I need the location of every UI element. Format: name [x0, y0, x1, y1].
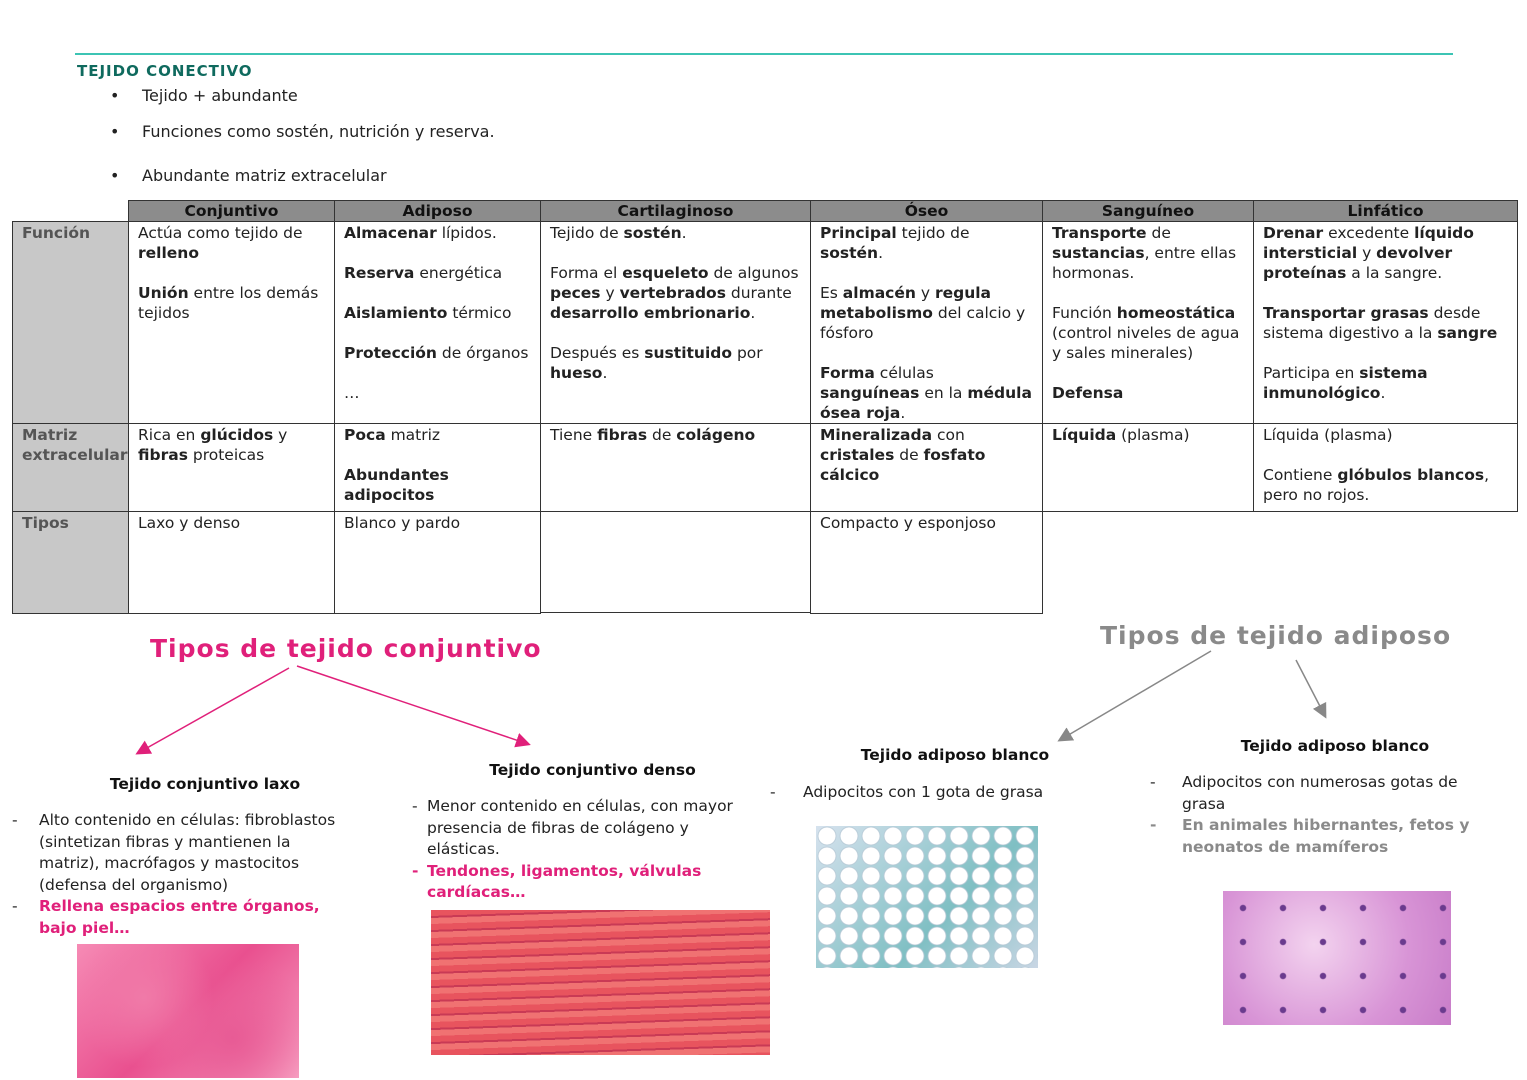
- cell-text: Laxo y denso: [138, 514, 241, 532]
- cell-text: Después es: [550, 344, 645, 362]
- arrow-to-blanco: [1060, 651, 1211, 740]
- pardo-list: - Adipocitos con numerosas gotas de grasa - En animales hibernantes, fetos y neonatos de mamíferos: [1150, 773, 1470, 856]
- cell-text: y: [915, 284, 935, 302]
- cell-text: .: [602, 364, 608, 382]
- cell-text: de órganos: [436, 344, 529, 362]
- cell-text: y: [600, 284, 620, 302]
- cell-text: energética: [414, 264, 503, 282]
- cell-text: sustancias: [1052, 244, 1145, 262]
- cell-text: células: [874, 364, 934, 382]
- cell-text: , entre ellas hormonas.: [1052, 244, 1237, 282]
- cell-text: Protección: [344, 344, 437, 362]
- cell-text: .: [900, 404, 906, 422]
- cell-text: sistema inmunológico: [1263, 364, 1428, 402]
- cell-text: fosfato cálcico: [820, 446, 986, 484]
- cell-text: de algunos: [708, 264, 799, 282]
- cell-text: .: [750, 304, 756, 322]
- cell-text: …: [344, 384, 360, 402]
- blanco-list: - Adipocitos con 1 gota de grasa: [770, 783, 1044, 801]
- cell-text: térmico: [447, 304, 512, 322]
- arrow-to-pardo: [1296, 660, 1325, 716]
- cell-text: Unión: [138, 284, 189, 302]
- cell-text: relleno: [138, 244, 199, 262]
- cell-text: sanguíneas: [820, 384, 920, 402]
- cell-text: , pero no rojos.: [1263, 466, 1490, 504]
- cell-text: matriz: [385, 426, 441, 444]
- cell-text: Defensa: [1052, 384, 1124, 402]
- denso-item: Menor contenido en células, con mayor presencia de fibras de colágeno y elásticas.: [427, 797, 733, 858]
- cell-text: sostén: [623, 224, 682, 242]
- column-header: Óseo: [810, 200, 1043, 222]
- arrow-to-laxo: [138, 668, 289, 753]
- cell-text: a la sangre.: [1346, 264, 1443, 282]
- cell-text: Aislamiento: [344, 304, 448, 322]
- denso-tissue-image: [431, 910, 770, 1055]
- cell-text: Transportar grasas: [1263, 304, 1429, 322]
- cell-text: regula metabolismo: [820, 284, 992, 322]
- denso-title: Tejido conjuntivo denso: [489, 761, 696, 779]
- bullet-text: Abundante matriz extracelular: [142, 166, 387, 185]
- cell-text: sostén: [820, 244, 879, 262]
- pardo-title: Tejido adiposo blanco: [1240, 737, 1430, 755]
- cell-text: Tiene: [550, 426, 598, 444]
- cell-text: tejido de: [896, 224, 970, 242]
- cell-text: Participa en: [1263, 364, 1360, 382]
- row-label: Función: [12, 221, 129, 424]
- cell-text: cristales: [820, 446, 895, 464]
- cell-text: de: [894, 446, 924, 464]
- cell-text: entre los demás tejidos: [138, 284, 319, 322]
- cell-text: (plasma): [1116, 426, 1190, 444]
- cell-text: desde sistema digestivo a la: [1263, 304, 1481, 342]
- cell-text: Líquida (plasma): [1263, 426, 1393, 444]
- cell-text: .: [1380, 384, 1386, 402]
- cell-text: Forma el: [550, 264, 623, 282]
- cell-text: y: [1357, 244, 1377, 262]
- cell-text: vertebrados: [619, 284, 726, 302]
- cell-text: Reserva: [344, 264, 415, 282]
- cell-text: homeostática: [1116, 304, 1236, 322]
- adiposo-types-heading: Tipos de tejido adiposo: [1100, 621, 1452, 650]
- cell-text: Rica en: [138, 426, 201, 444]
- cell-text: Principal: [820, 224, 897, 242]
- cell-text: Contiene: [1263, 466, 1338, 484]
- blanco-tissue-image: [816, 826, 1038, 968]
- laxo-title: Tejido conjuntivo laxo: [109, 775, 301, 793]
- blanco-title: Tejido adiposo blanco: [860, 746, 1050, 764]
- cell-text: Poca: [344, 426, 386, 444]
- row-label: Matriz extracelular: [12, 423, 129, 512]
- page-title: TEJIDO CONECTIVO: [77, 62, 253, 80]
- row-label: Tipos: [12, 511, 129, 614]
- cell-text: Forma: [820, 364, 875, 382]
- laxo-item: Alto contenido en células: fibroblastos (sintetizan fibras y mantienen la matriz), macrófagos y mastocitos (defensa del organismo): [39, 811, 336, 894]
- cell-text: durante: [725, 284, 792, 302]
- cell-text: Blanco y pardo: [344, 514, 461, 532]
- cell-text: Compacto y esponjoso: [820, 514, 996, 532]
- column-header: Cartilaginoso: [540, 200, 811, 222]
- cell-text: líquido intersticial: [1263, 224, 1474, 262]
- cell-text: peces: [550, 284, 601, 302]
- cell-text: hueso: [550, 364, 603, 382]
- cell-text: Mineralizada: [820, 426, 933, 444]
- cell-text: almacén: [842, 284, 916, 302]
- cell-text: desarrollo embrionario: [550, 304, 751, 322]
- cell-text: fibras: [138, 446, 188, 464]
- denso-item: Tendones, ligamentos, válvulas cardíacas…: [427, 861, 702, 901]
- column-header: Linfático: [1253, 200, 1518, 222]
- cell-text: sangre: [1437, 324, 1498, 342]
- cell-text: devolver proteínas: [1263, 244, 1453, 282]
- pardo-item: Adipocitos con numerosas gotas de grasa: [1182, 773, 1458, 813]
- cell-text: glóbulos blancos: [1337, 466, 1485, 484]
- cell-text: Transporte: [1052, 224, 1147, 242]
- cell-text: colágeno: [676, 426, 756, 444]
- cell-text: esqueleto: [622, 264, 709, 282]
- cell-text: por: [732, 344, 763, 362]
- bullet-text: Tejido + abundante: [142, 86, 298, 105]
- denso-list: - Menor contenido en células, con mayor presencia de fibras de colágeno y elásticas. - Tendones, ligamentos, válvulas cardíacas…: [412, 797, 733, 901]
- cell-text: Abundantes adipocitos: [344, 466, 449, 504]
- laxo-tissue-image: [77, 944, 299, 1078]
- pardo-tissue-image: [1223, 891, 1451, 1025]
- cell-text: sustituido: [644, 344, 733, 362]
- cell-text: con: [932, 426, 965, 444]
- cell-text: glúcidos: [200, 426, 274, 444]
- cell-text: .: [681, 224, 687, 242]
- cell-text: del calcio y fósforo: [820, 304, 1026, 342]
- cell-text: fibras: [597, 426, 648, 444]
- column-header: Adiposo: [334, 200, 541, 222]
- cell-text: en la: [919, 384, 968, 402]
- cell-text: y: [273, 426, 288, 444]
- arrow-to-denso: [297, 666, 528, 744]
- cell-text: Es: [820, 284, 843, 302]
- laxo-list: - Alto contenido en células: fibroblastos (sintetizan fibras y mantienen la matriz), macrófagos y mastocitos (defensa del organismo) - Rellena espacios entre órganos, bajo piel…: [12, 811, 336, 937]
- laxo-item: Rellena espacios entre órganos, bajo piel…: [39, 897, 320, 937]
- cell-text: Función: [1052, 304, 1117, 322]
- cell-text: de: [1146, 224, 1171, 242]
- cell-text: lípidos.: [436, 224, 497, 242]
- cell-text: Actúa como tejido de: [138, 224, 303, 242]
- column-header: Conjuntivo: [128, 200, 335, 222]
- cell-text: (control niveles de agua y sales minerales): [1052, 324, 1240, 362]
- cell-text: Líquida: [1052, 426, 1117, 444]
- cell-text: excedente: [1323, 224, 1415, 242]
- cell-text: Drenar: [1263, 224, 1324, 242]
- conjuntivo-types-heading: Tipos de tejido conjuntivo: [150, 634, 542, 663]
- cell-text: Tejido de: [550, 224, 624, 242]
- document-page: TEJIDO CONECTIVO • Tejido + abundante • Funciones como sostén, nutrición y reserva. • Abundante matriz extracelular Conjuntivo Adiposo Cartilaginoso Óseo Sanguíneo Linfático Función Actúa como tejido de relleno Unión entre los demás tejidos Almacenar lípidos. Reserva energética Aislamiento térmico Protección de órganos … Tejido de sostén. Forma el esqueleto de algunos peces y vertebrados durante desarrollo embrionario. Después es sustituido por hueso. Principal tejido de sostén. Es almacén y regula metabolismo del calcio y fósforo Forma células sanguíneas en la médula ósea roja. Transporte de sustancias, entre ellas hormonas. Función homeostática (control niveles de agua y sales minerales) Defensa Drenar excedente líquido intersticial y devolver proteínas a la sangre. Transportar grasas desde sistema digestivo a la sangre Participa en sistema inmunológico. Matriz extracelular Rica en glúcidos y fibras proteicas Poca matriz Abundantes adipocitos Tiene fibras de colágeno Mineralizada con cristales de fosfato cálcico Líquida (plasma) Líquida (plasma) Contiene glóbulos blancos, pero no rojos. Tipos Laxo y denso Blanco y pardo Compacto y esponjoso Tipos de tejido conjuntivo Tipos de tejido adiposo Tejido conjuntivo laxo - Alto contenido en células: fibroblastos (sintetizan fibras y mantienen la matriz), macrófagos y mastocitos (defensa del organismo) - Rellena espacios entre órganos, bajo piel… Tejido conjuntivo denso - Menor contenido en células, con mayor presencia de fibras de colágeno y elásticas. - Tendones, ligamentos, válvulas cardíacas… Tejido adiposo blanco - Adipocitos con 1 gota de grasa Tejido adiposo blanco - Adipocitos con numerosas gotas de grasa - En animales hibernantes, fetos y neonatos de mamíferos: [0, 0, 1527, 1080]
- pardo-item: En animales hibernantes, fetos y neonatos de mamíferos: [1182, 816, 1470, 856]
- cell-text: .: [878, 244, 883, 262]
- cell-text: Almacenar: [344, 224, 437, 242]
- cell-text: médula ósea roja: [820, 384, 1032, 422]
- column-header: Sanguíneo: [1042, 200, 1254, 222]
- bullet-text: Funciones como sostén, nutrición y reserva.: [142, 122, 495, 141]
- cell-text: de: [647, 426, 677, 444]
- blanco-item: Adipocitos con 1 gota de grasa: [803, 783, 1044, 801]
- cell-text: proteicas: [187, 446, 265, 464]
